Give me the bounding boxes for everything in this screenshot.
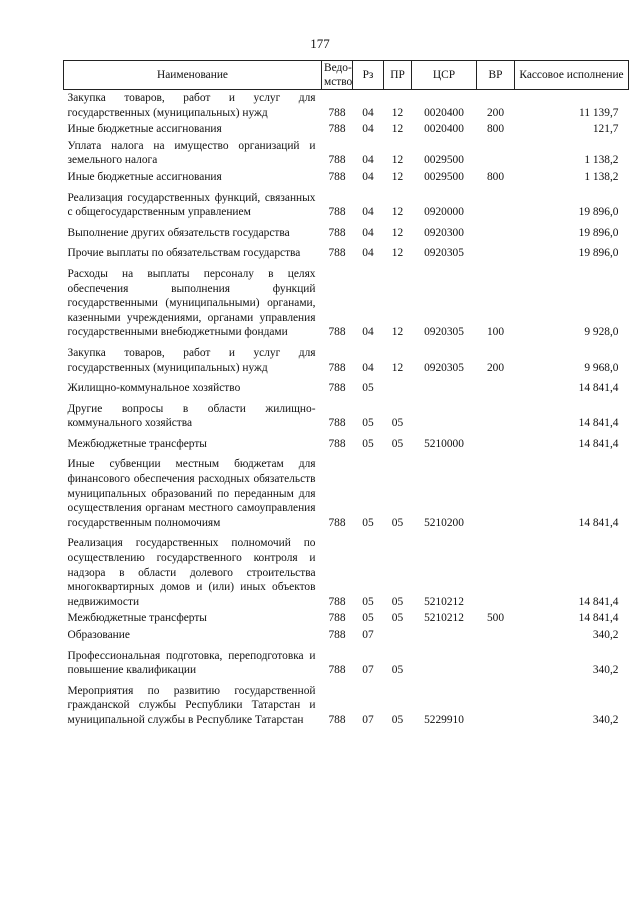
row-expense-type [477, 241, 515, 262]
row-department: 788 [328, 106, 346, 119]
row-name: Выполнение других обязательств государства [67, 226, 290, 239]
row-subsection: 05 [391, 713, 404, 726]
table-row [64, 627, 629, 644]
page-number: 177 [310, 36, 330, 51]
table-header-row [64, 61, 629, 90]
table-row [64, 644, 629, 679]
budget-table [63, 60, 629, 729]
row-section: 05 [362, 437, 374, 450]
row-section: 04 [362, 154, 374, 167]
table-row [64, 610, 629, 627]
row-cash-execution: 340,2 [592, 664, 619, 677]
row-department: 788 [328, 326, 346, 339]
row-expense-type: 800 [486, 170, 505, 183]
row-name: Закупка товаров, работ и услуг для государственных (муниципальных) нужд [67, 92, 316, 119]
row-target-article: 0020400 [424, 106, 464, 119]
row-target-article [412, 644, 477, 679]
table-row [64, 138, 629, 169]
row-expense-type: 200 [486, 361, 505, 374]
row-cash-execution: 340,2 [592, 629, 619, 641]
row-cash-execution: 14 841,4 [578, 612, 619, 625]
table-row [64, 262, 629, 341]
row-name: Реализация государственных полномочий по осуществлению государственного контроля и надзора в области долевого строительства многоквартирных домов и (или) иных объектов недвижимости [67, 537, 316, 608]
row-department: 788 [328, 595, 346, 608]
row-name: Межбюджетные трансферты [67, 437, 207, 450]
row-name: Уплата налога на имущество организаций и земельного налога [67, 139, 316, 167]
row-section: 04 [362, 247, 374, 260]
row-name: Прочие выплаты по обязательствам государства [67, 247, 301, 260]
row-section: 07 [362, 629, 374, 641]
row-name: Другие вопросы в области жилищно-коммунального хозяйства [67, 402, 316, 430]
row-department: 788 [328, 713, 346, 726]
row-department: 788 [328, 612, 346, 625]
row-subsection: 12 [391, 226, 404, 239]
row-cash-execution: 14 841,4 [578, 437, 619, 450]
row-section: 04 [362, 123, 374, 136]
row-subsection: 12 [391, 106, 404, 119]
row-target-article: 0920305 [424, 361, 464, 374]
row-cash-execution: 19 896,0 [578, 247, 619, 260]
table-row [64, 452, 629, 531]
row-cash-execution: 11 139,7 [579, 106, 619, 119]
header-name: Наименование [64, 61, 322, 90]
table-row [64, 121, 629, 138]
row-name: Реализация государственных функций, связанных с общегосударственным управлением [67, 191, 316, 219]
row-cash-execution: 14 841,4 [578, 382, 619, 395]
row-expense-type [477, 627, 515, 644]
row-name: Расходы на выплаты персоналу в целях обеспечения выполнения функций государственными (муниципальными) органами, казенными учреждениями, органами управления государственными внебюджетными фондами [67, 267, 316, 339]
row-subsection: 12 [391, 326, 404, 339]
row-section: 07 [362, 664, 374, 677]
row-expense-type [477, 221, 515, 242]
row-name: Образование [67, 629, 130, 641]
row-name: Профессиональная подготовка, переподготовка и повышение квалификации [67, 649, 316, 677]
row-expense-type [477, 452, 515, 531]
row-subsection: 05 [391, 612, 404, 625]
row-expense-type: 200 [486, 106, 505, 119]
row-target-article [412, 627, 477, 644]
row-target-article: 5210212 [424, 612, 464, 625]
table-row [64, 341, 629, 376]
row-department: 788 [328, 382, 346, 395]
row-section: 05 [362, 516, 374, 529]
row-cash-execution: 1 138,2 [584, 154, 619, 167]
row-department: 788 [328, 417, 346, 430]
row-expense-type [477, 531, 515, 610]
row-cash-execution: 340,2 [592, 713, 619, 726]
row-expense-type [477, 138, 515, 169]
row-section: 05 [362, 382, 374, 395]
header-target-article: ЦСР [412, 61, 477, 90]
row-section: 05 [362, 612, 374, 625]
row-name: Закупка товаров, работ и услуг для государственных (муниципальных) нужд [67, 346, 316, 374]
row-target-article [412, 376, 477, 397]
header-expense-type: ВР [477, 61, 515, 90]
row-department: 788 [328, 206, 346, 219]
row-name: Жилищно-коммунальное хозяйство [67, 382, 241, 395]
row-subsection [384, 376, 412, 397]
row-department: 788 [328, 247, 346, 260]
row-target-article: 0020400 [424, 123, 464, 136]
row-name: Межбюджетные трансферты [67, 612, 207, 625]
row-target-article: 5210200 [424, 516, 464, 529]
table-row [64, 169, 629, 186]
row-department: 788 [328, 361, 346, 374]
row-cash-execution: 14 841,4 [578, 516, 619, 529]
row-target-article: 0920000 [424, 206, 464, 219]
row-cash-execution: 14 841,4 [578, 595, 619, 608]
table-row [64, 531, 629, 610]
row-department: 788 [328, 154, 346, 167]
row-target-article: 0920300 [424, 226, 464, 239]
row-section: 04 [362, 361, 374, 374]
row-section: 05 [362, 595, 374, 608]
row-subsection: 12 [391, 123, 404, 136]
table-row [64, 376, 629, 397]
row-section: 05 [362, 417, 374, 430]
row-cash-execution: 9 968,0 [584, 361, 619, 374]
row-subsection: 05 [391, 516, 404, 529]
row-department: 788 [328, 516, 346, 529]
row-cash-execution: 121,7 [592, 123, 619, 136]
row-cash-execution: 19 896,0 [578, 206, 619, 219]
row-section: 04 [362, 326, 374, 339]
row-section: 04 [362, 206, 374, 219]
row-expense-type: 800 [486, 123, 505, 136]
row-section: 04 [362, 226, 374, 239]
row-department: 788 [328, 170, 346, 183]
header-section: Рз [353, 61, 384, 90]
table-row [64, 397, 629, 432]
table-row [64, 90, 629, 122]
row-expense-type: 500 [486, 612, 505, 625]
row-section: 04 [362, 170, 374, 183]
row-expense-type [477, 644, 515, 679]
row-target-article: 0029500 [424, 154, 464, 167]
row-expense-type [477, 679, 515, 729]
row-target-article: 0029500 [424, 170, 464, 183]
row-section: 04 [362, 106, 374, 119]
header-subsection: ПР [384, 61, 412, 90]
row-department: 788 [328, 123, 346, 136]
row-department: 788 [328, 629, 346, 641]
row-cash-execution: 19 896,0 [578, 226, 619, 239]
row-expense-type [477, 376, 515, 397]
table-row [64, 679, 629, 729]
row-subsection [384, 627, 412, 644]
row-cash-execution: 1 138,2 [584, 170, 619, 183]
table-row [64, 186, 629, 221]
row-subsection: 12 [391, 154, 404, 167]
row-expense-type [477, 432, 515, 453]
row-target-article: 0920305 [424, 247, 464, 260]
row-subsection: 12 [391, 206, 404, 219]
header-cash-execution: Кассовое исполнение [515, 61, 629, 90]
row-department: 788 [328, 664, 346, 677]
row-subsection: 05 [391, 595, 404, 608]
row-target-article: 5210000 [424, 437, 464, 450]
table-row [64, 432, 629, 453]
row-department: 788 [328, 226, 346, 239]
row-target-article: 0920305 [424, 326, 464, 339]
row-subsection: 12 [391, 361, 404, 374]
row-name: Иные субвенции местным бюджетам для финансового обеспечения расходных обязательств муниципальных образований по переданным для осуществления органам местного самоуправления государственным полномочиям [67, 458, 316, 529]
row-section: 07 [362, 713, 374, 726]
row-subsection: 12 [391, 170, 404, 183]
header-department: Ведо-мство [322, 61, 353, 90]
row-expense-type [477, 397, 515, 432]
row-name: Иные бюджетные ассигнования [67, 123, 222, 136]
row-subsection: 05 [391, 437, 404, 450]
row-cash-execution: 9 928,0 [584, 326, 619, 339]
row-expense-type [477, 186, 515, 221]
row-expense-type: 100 [486, 326, 505, 339]
table-row [64, 221, 629, 242]
row-department: 788 [328, 437, 346, 450]
row-target-article: 5210212 [424, 595, 464, 608]
row-cash-execution: 14 841,4 [578, 417, 619, 430]
row-name: Мероприятия по развитию государственной гражданской службы Республики Татарстан и муниципальной службы в Республике Татарстан [67, 684, 316, 726]
row-subsection: 05 [391, 417, 404, 430]
table-row [64, 241, 629, 262]
row-target-article [412, 397, 477, 432]
row-target-article: 5229910 [424, 713, 464, 726]
row-subsection: 12 [391, 247, 404, 260]
row-subsection: 05 [391, 664, 404, 677]
row-name: Иные бюджетные ассигнования [67, 170, 222, 183]
